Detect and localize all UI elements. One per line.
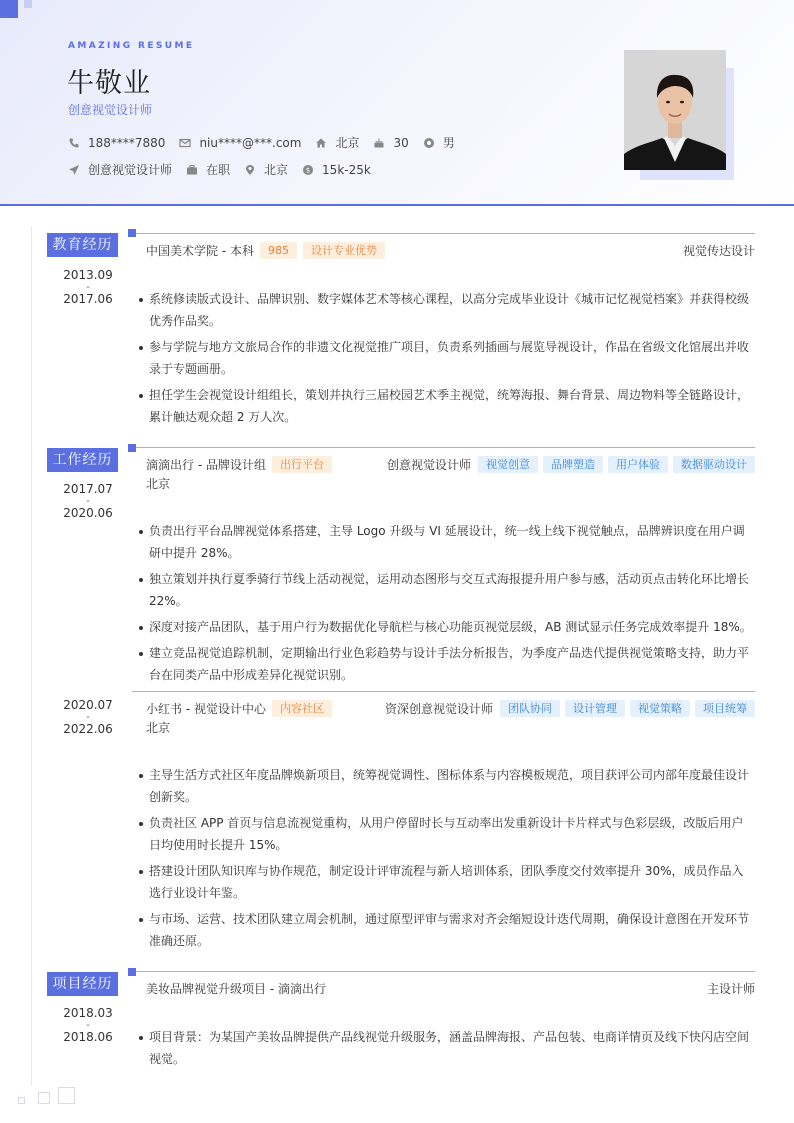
list-item: 负责社区 APP 首页与信息流视觉重构，从用户停留时长与互动率出发重新设计卡片样式与色彩层级，改版后用户日均使用时长提升 15%。 (138, 812, 754, 856)
education-entry-header (146, 242, 755, 259)
job-bullets (138, 520, 754, 690)
list-item: 担任学生会视觉设计组组长，策划并执行三届校园艺术季主视觉，统筹海报、舞台背景、周边物料等全链路设计，累计触达观众超 2 万人次。 (138, 384, 754, 428)
list-item: 深度对接产品团队，基于用户行为数据优化导航栏与核心功能页视觉层级，AB 测试显示任务完成效率提升 18%。 (138, 616, 754, 638)
list-item: 搭建设计团队知识库与协作规范，制定设计评审流程与新人培训体系，团队季度交付效率提升 30%，成员作品入选行业设计年鉴。 (138, 860, 754, 904)
profile-photo (624, 50, 726, 170)
list-item: 建立竞品视觉追踪机制，定期输出行业色彩趋势与设计手法分析报告，为季度产品迭代提供视觉策略支持，助力平台在同类产品中形成差异化视觉识别。 (138, 642, 754, 686)
date-end: 2022.06 (63, 722, 113, 736)
school-name: 中国美术学院 - 本科 (146, 244, 254, 258)
section-title-work: 工作经历 (47, 448, 118, 472)
mail-icon (179, 137, 191, 149)
skill-tag: 数据驱动设计 (673, 456, 755, 473)
section-marker (128, 229, 136, 237)
date-separator: - (86, 496, 90, 507)
email-info (179, 136, 301, 150)
job-bullets (138, 764, 754, 956)
salary-info (302, 163, 371, 177)
target-city: 北京 (264, 163, 289, 177)
age-value: 30 (393, 135, 409, 150)
list-item: 与市场、运营、技术团队建立周会机制，通过原型评审与需求对齐会缩短设计迭代周期，确保设计意图在开发环节准确还原。 (138, 908, 754, 952)
project-bullets (138, 1026, 754, 1074)
section-marker (128, 444, 136, 452)
section-marker (128, 968, 136, 976)
section-divider (136, 971, 755, 972)
skill-tag: 设计管理 (565, 700, 625, 717)
location-icon (244, 164, 256, 176)
date-start: 2017.07 (63, 482, 113, 496)
send-icon (68, 164, 80, 176)
salary-icon (302, 164, 314, 176)
job-location: 北京 (146, 477, 171, 491)
section-title-education: 教育经历 (47, 233, 118, 257)
job-entry-header (146, 700, 755, 717)
timeline-line (31, 226, 32, 1086)
major-name: 视觉传达设计 (682, 244, 755, 258)
list-item: 负责出行平台品牌视觉体系搭建，主导 Logo 升级与 VI 延展设计，统一线上线下视觉触点，品牌辨识度在用户调研中提升 28%。 (138, 520, 754, 564)
target-city-info (244, 161, 288, 178)
date-separator: - (86, 1020, 90, 1031)
entry-divider (132, 691, 755, 692)
home-city: 北京 (335, 136, 360, 150)
contact-row (68, 134, 469, 151)
company-name: 小红书 - 视觉设计中心 (146, 702, 266, 716)
job-intent-row (68, 161, 385, 178)
skill-tag: 品牌塑造 (543, 456, 603, 473)
footer-decoration (38, 1092, 50, 1104)
section-divider (136, 233, 755, 234)
list-item: 独立策划并执行夏季骑行节线上活动视觉，运用动态图形与交互式海报提升用户参与感，活动页点击转化环比增长 22%。 (138, 568, 754, 612)
candidate-role: 创意视觉设计师 (68, 103, 153, 117)
candidate-name: 牛敬业 (67, 68, 151, 99)
job-entry-header (146, 456, 755, 473)
date-start: 2020.07 (63, 698, 113, 712)
skill-tag: 视觉策略 (630, 700, 690, 717)
job-position: 创意视觉设计师 (386, 458, 471, 472)
education-dates (46, 268, 130, 307)
date-end: 2017.06 (63, 292, 113, 306)
email-address: niu****@***.com (199, 135, 302, 150)
phone-icon (68, 137, 80, 149)
age-info (373, 136, 408, 150)
skill-tag: 用户体验 (608, 456, 668, 473)
resume-tagline: AMAZING RESUME (68, 41, 195, 51)
project-dates (46, 1006, 130, 1045)
list-item: 参与学院与地方文旅局合作的非遗文化视觉推广项目，负责系列插画与展览导视设计，作品在省级文化馆展出并收录于专题画册。 (138, 336, 754, 380)
job-location: 北京 (146, 721, 171, 735)
list-item: 项目背景：为某国产美妆品牌提供产品线视觉升级服务，涵盖品牌海报、产品包装、电商详情页及线下快闪店空间视觉。 (138, 1026, 754, 1070)
school-tag: 985 (260, 242, 297, 259)
project-name: 美妆品牌视觉升级项目 - 滴滴出行 (146, 982, 326, 996)
city-info (315, 134, 359, 151)
date-end: 2018.06 (63, 1030, 113, 1044)
corner-decoration (0, 0, 18, 18)
job-status: 在职 (206, 163, 231, 177)
footer-decoration (58, 1087, 75, 1104)
expected-salary: 15k-25k (322, 162, 371, 177)
school-tag: 设计专业优势 (303, 242, 385, 259)
project-entry-header (146, 980, 755, 997)
date-separator: - (86, 712, 90, 723)
footer-decoration (18, 1097, 25, 1104)
briefcase-icon (186, 164, 198, 176)
skill-tag: 视觉创意 (478, 456, 538, 473)
phone-number: 188****7880 (88, 135, 166, 150)
phone-info (68, 136, 165, 150)
date-start: 2018.03 (63, 1006, 113, 1020)
date-separator: - (86, 282, 90, 293)
status-info (186, 161, 230, 178)
skill-tag: 团队协同 (500, 700, 560, 717)
header-divider (0, 204, 794, 206)
job-position: 资深创意视觉设计师 (384, 702, 493, 716)
company-name: 滴滴出行 - 品牌设计组 (146, 458, 266, 472)
cake-icon (373, 137, 385, 149)
gender-icon (423, 137, 435, 149)
corner-decoration-small (24, 0, 32, 8)
date-end: 2020.06 (63, 506, 113, 520)
list-item: 系统修读版式设计、品牌识别、数字媒体艺术等核心课程，以高分完成毕业设计《城市记忆视觉档案》并获得校级优秀作品奖。 (138, 288, 754, 332)
company-tag: 出行平台 (272, 456, 332, 473)
education-bullets (138, 288, 754, 432)
target-role: 创意视觉设计师 (88, 163, 173, 177)
gender-value: 男 (442, 136, 455, 150)
company-tag: 内容社区 (272, 700, 332, 717)
project-role: 主设计师 (706, 982, 755, 996)
list-item: 主导生活方式社区年度品牌焕新项目，统筹视觉调性、图标体系与内容模板规范，项目获评公司内部年度最佳设计创新奖。 (138, 764, 754, 808)
section-divider (136, 447, 755, 448)
date-start: 2013.09 (63, 268, 113, 282)
job-dates (46, 698, 130, 737)
section-title-project: 项目经历 (47, 972, 118, 996)
job-dates (46, 482, 130, 521)
gender-info (423, 134, 455, 151)
skill-tag: 项目统筹 (695, 700, 755, 717)
home-icon (315, 137, 327, 149)
target-role-info (68, 161, 172, 178)
svg-text:$: $ (305, 166, 311, 174)
